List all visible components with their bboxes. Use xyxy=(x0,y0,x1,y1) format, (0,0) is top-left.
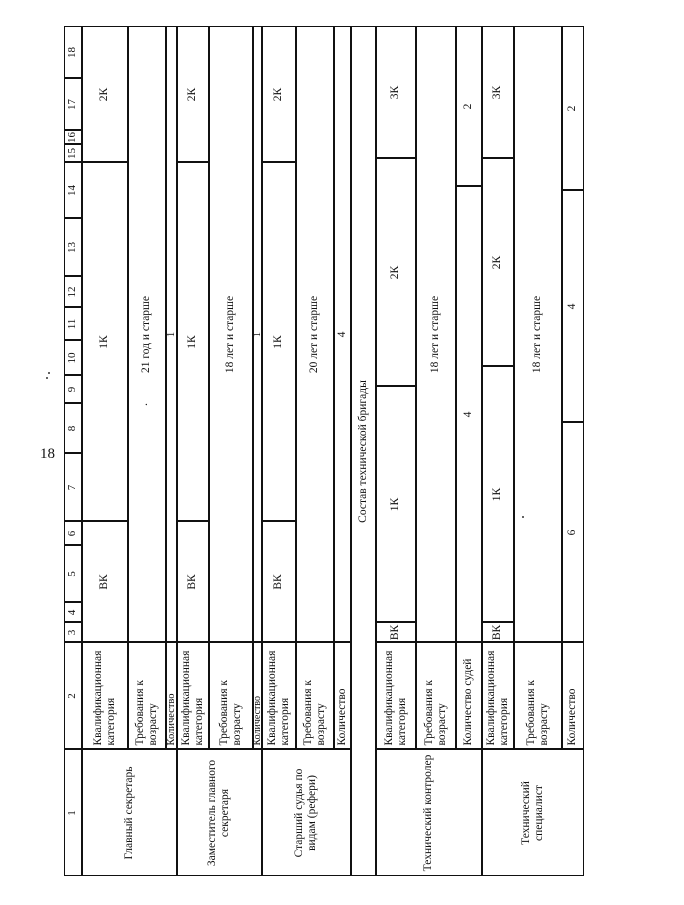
role-deputy-secretary: Заместитель главного секретаря xyxy=(177,750,262,877)
label-age: Требования к возрасту xyxy=(128,643,166,750)
col-header: 15 xyxy=(64,145,82,163)
label-qualification: Квалификационная категория xyxy=(482,643,514,750)
qual-vk: ВК xyxy=(262,522,296,643)
col-header: 2 xyxy=(64,643,82,750)
qual-1k: 1К xyxy=(177,163,209,522)
count-value-2k: 4 xyxy=(562,191,584,423)
label-qualification: Квалификационная категория xyxy=(177,643,209,750)
qual-1k: 1К xyxy=(482,367,514,623)
qual-3k: 3К xyxy=(376,27,416,159)
col-header: 11 xyxy=(64,308,82,341)
label-qualification: Квалификационная категория xyxy=(82,643,128,750)
col-header: 10 xyxy=(64,341,82,376)
count-value: 1 xyxy=(253,27,262,643)
qual-vk: ВК xyxy=(482,623,514,643)
count-value-3k: 2 xyxy=(562,27,584,191)
count-value: 4 xyxy=(334,27,351,643)
col-header: 13 xyxy=(64,219,82,277)
label-qualification: Квалификационная категория xyxy=(376,643,416,750)
qual-vk: ВК xyxy=(177,522,209,643)
label-age: Требования к возрасту xyxy=(514,643,562,750)
qual-1k: 1К xyxy=(82,163,128,522)
age-value: 21 год и старше xyxy=(128,27,166,643)
count-judges-1k: 4 xyxy=(456,187,482,643)
qual-2k: 2К xyxy=(482,159,514,367)
age-value: 20 лет и старше xyxy=(296,27,334,643)
col-header: 6 xyxy=(64,522,82,546)
qual-2k: 2К xyxy=(82,27,128,163)
scan-speck xyxy=(48,372,50,374)
col-header: 18 xyxy=(64,27,82,79)
qual-1k: 1К xyxy=(262,163,296,522)
col-header: 16 xyxy=(64,131,82,145)
age-value: 18 лет и старше xyxy=(514,27,562,643)
qual-vk: ВК xyxy=(82,522,128,643)
col-header: 1 xyxy=(64,750,82,877)
col-header: 8 xyxy=(64,404,82,454)
role-chief-secretary: Главный секретарь xyxy=(82,750,177,877)
label-count-judges: Количество судей xyxy=(456,643,482,750)
col-header: 14 xyxy=(64,163,82,219)
col-header: 3 xyxy=(64,623,82,643)
qual-1k: 1К xyxy=(376,387,416,623)
col-header: 5 xyxy=(64,546,82,603)
qual-2k: 2К xyxy=(262,27,296,163)
stray-dot: . xyxy=(136,403,150,406)
qual-2k: 2К xyxy=(177,27,209,163)
label-count: Количество xyxy=(334,643,351,750)
section-title: Состав технической бригады xyxy=(351,27,376,877)
label-age: Требования к возрасту xyxy=(209,643,253,750)
qual-3k: 3К xyxy=(482,27,514,159)
col-header: 17 xyxy=(64,79,82,131)
label-count: Количество xyxy=(166,643,177,750)
age-value: 18 лет и старше xyxy=(416,27,456,643)
col-header: 12 xyxy=(64,277,82,308)
role-senior-referee: Старший судья по видам (рефери) xyxy=(262,750,351,877)
label-qualification: Квалификационная категория xyxy=(262,643,296,750)
label-count: Количество xyxy=(253,643,262,750)
role-tech-controller: Технический контролер xyxy=(376,750,482,877)
qual-vk: ВК xyxy=(376,623,416,643)
page-number: 18 xyxy=(40,446,55,462)
label-age: Требования к возрасту xyxy=(296,643,334,750)
count-value-1k: 6 xyxy=(562,423,584,643)
col-header: 7 xyxy=(64,454,82,522)
col-header: 4 xyxy=(64,603,82,623)
count-judges-other: 2 xyxy=(456,27,482,187)
label-age: Требования к возрасту xyxy=(416,643,456,750)
col-header: 9 xyxy=(64,376,82,404)
label-count: Количество xyxy=(562,643,584,750)
count-value: 1 xyxy=(166,27,177,643)
qual-2k: 2К xyxy=(376,159,416,387)
rotated-table xyxy=(64,26,684,876)
age-value: 18 лет и старше xyxy=(209,27,253,643)
role-tech-specialist: Технический специалист xyxy=(482,750,584,877)
scan-speck xyxy=(46,377,48,379)
